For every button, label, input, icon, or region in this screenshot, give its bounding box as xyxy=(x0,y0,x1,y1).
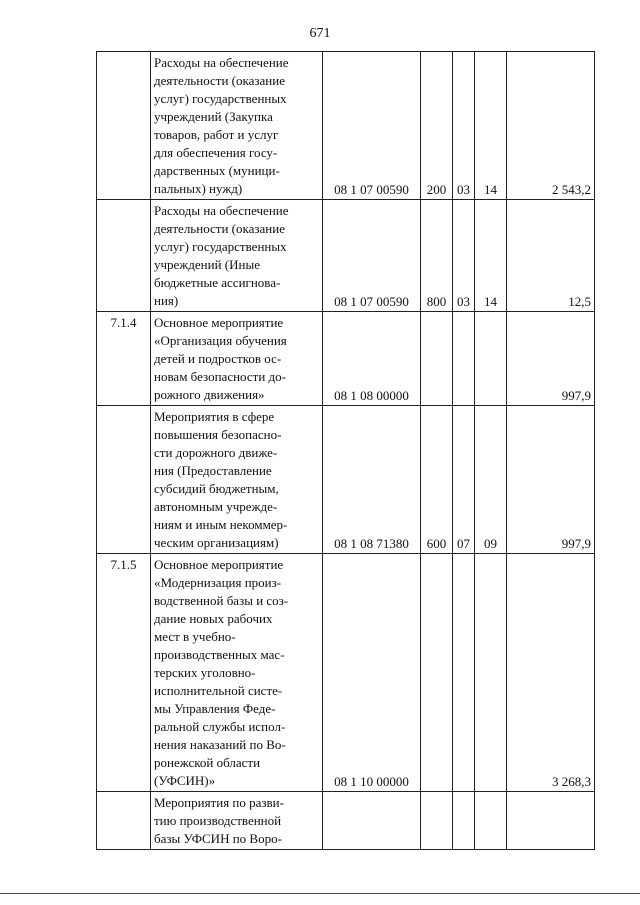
table-row xyxy=(97,406,595,554)
expense-name-line: дание новых рабочих xyxy=(154,611,273,626)
expense-type-cell xyxy=(421,792,453,850)
expense-name-line: новам безопасности до- xyxy=(154,369,286,384)
row-number-cell xyxy=(97,792,151,850)
expense-name-line: ния) xyxy=(154,293,179,308)
expense-name-line: нения наказаний по Во- xyxy=(154,737,286,752)
expense-type-cell xyxy=(421,312,453,406)
expense-name-line: ческим организациям) xyxy=(154,535,279,550)
subsection-cell: 14 xyxy=(475,200,507,312)
expense-name-line: Мероприятия по разви- xyxy=(154,795,284,810)
expense-name-line: Основное мероприятие xyxy=(154,315,284,330)
section-cell: 07 xyxy=(453,406,475,554)
row-number-cell xyxy=(97,406,151,554)
table-row xyxy=(97,792,595,850)
section-cell xyxy=(453,554,475,792)
expense-name-line: дарственных (муници- xyxy=(154,163,280,178)
expense-name-cell xyxy=(151,312,323,406)
subsection-cell xyxy=(475,554,507,792)
row-number-cell xyxy=(97,52,151,200)
expense-name-line: терских уголовно- xyxy=(154,665,256,680)
amount-cell: 997,9 xyxy=(507,406,595,554)
expense-name-line: производственных мас- xyxy=(154,647,285,662)
expense-name-line: товаров, работ и услуг xyxy=(154,127,279,142)
amount-cell: 12,5 xyxy=(507,200,595,312)
amount-cell: 3 268,3 xyxy=(507,554,595,792)
subsection-cell xyxy=(475,312,507,406)
table-row xyxy=(97,312,595,406)
expense-name-line: мы Управления Феде- xyxy=(154,701,276,716)
expense-name-line: услуг) государственных xyxy=(154,239,287,254)
table-row xyxy=(97,200,595,312)
expense-name-line: (УФСИН)» xyxy=(154,773,216,788)
expense-name-line: «Организация обучения xyxy=(154,333,287,348)
subsection-cell: 09 xyxy=(475,406,507,554)
expense-name-line: ниям и иным некоммер- xyxy=(154,517,288,532)
expense-name-cell xyxy=(151,554,323,792)
expense-name-line: ральной службы испол- xyxy=(154,719,286,734)
expense-type-cell: 200 xyxy=(421,52,453,200)
expense-name-line: мест в учебно- xyxy=(154,629,236,644)
expense-name-line: сти дорожного движе- xyxy=(154,445,278,460)
target-article-cell: 08 1 10 00000 xyxy=(323,554,421,792)
table-row xyxy=(97,52,595,200)
expense-name-line: деятельности (оказание xyxy=(154,73,285,88)
expense-name-line: автономным учрежде- xyxy=(154,499,278,514)
target-article-cell: 08 1 08 71380 xyxy=(323,406,421,554)
expense-type-cell: 800 xyxy=(421,200,453,312)
target-article-cell: 08 1 07 00590 xyxy=(323,52,421,200)
expense-name-line: учреждений (Иные xyxy=(154,257,260,272)
expense-name-line: тию производственной xyxy=(154,813,282,828)
section-cell: 03 xyxy=(453,200,475,312)
subsection-cell: 14 xyxy=(475,52,507,200)
expense-name-line: для обеспечения госу- xyxy=(154,145,278,160)
row-number-cell: 7.1.4 xyxy=(97,312,151,406)
amount-cell xyxy=(507,792,595,850)
budget-table xyxy=(96,51,595,850)
expense-name-line: исполнительной систе- xyxy=(154,683,283,698)
expense-name-line: учреждений (Закупка xyxy=(154,109,273,124)
section-cell xyxy=(453,792,475,850)
expense-name-line: субсидий бюджетным, xyxy=(154,481,279,496)
expense-type-cell xyxy=(421,554,453,792)
expense-name-line: базы УФСИН по Воро- xyxy=(154,831,282,846)
subsection-cell xyxy=(475,792,507,850)
row-number-cell: 7.1.5 xyxy=(97,554,151,792)
expense-name-line: пальных) нужд) xyxy=(154,181,243,196)
expense-name-line: ния (Предоставление xyxy=(154,463,272,478)
expense-name-cell xyxy=(151,792,323,850)
section-cell: 03 xyxy=(453,52,475,200)
expense-name-line: Основное мероприятие xyxy=(154,557,284,572)
expense-name-line: водственной базы и соз- xyxy=(154,593,289,608)
expense-name-line: ронежской области xyxy=(154,755,261,770)
expense-name-line: Расходы на обеспечение xyxy=(154,203,289,218)
target-article-cell: 08 1 07 00590 xyxy=(323,200,421,312)
budget-table-body xyxy=(97,52,595,850)
bottom-rule xyxy=(0,893,640,894)
section-cell xyxy=(453,312,475,406)
page-number: 671 xyxy=(309,26,331,41)
expense-name-line: повышения безопасно- xyxy=(154,427,282,442)
expense-type-cell: 600 xyxy=(421,406,453,554)
expense-name-cell xyxy=(151,406,323,554)
expense-name-line: рожного движения» xyxy=(154,387,265,402)
amount-cell: 997,9 xyxy=(507,312,595,406)
expense-name-line: бюджетные ассигнова- xyxy=(154,275,281,290)
expense-name-line: услуг) государственных xyxy=(154,91,287,106)
expense-name-cell xyxy=(151,52,323,200)
expense-name-cell xyxy=(151,200,323,312)
expense-name-line: Расходы на обеспечение xyxy=(154,55,289,70)
expense-name-line: «Модернизация произ- xyxy=(154,575,282,590)
target-article-cell: 08 1 08 00000 xyxy=(323,312,421,406)
amount-cell: 2 543,2 xyxy=(507,52,595,200)
target-article-cell xyxy=(323,792,421,850)
expense-name-line: детей и подростков ос- xyxy=(154,351,282,366)
expense-name-line: деятельности (оказание xyxy=(154,221,285,236)
row-number-cell xyxy=(97,200,151,312)
table-row xyxy=(97,554,595,792)
expense-name-line: Мероприятия в сфере xyxy=(154,409,275,424)
